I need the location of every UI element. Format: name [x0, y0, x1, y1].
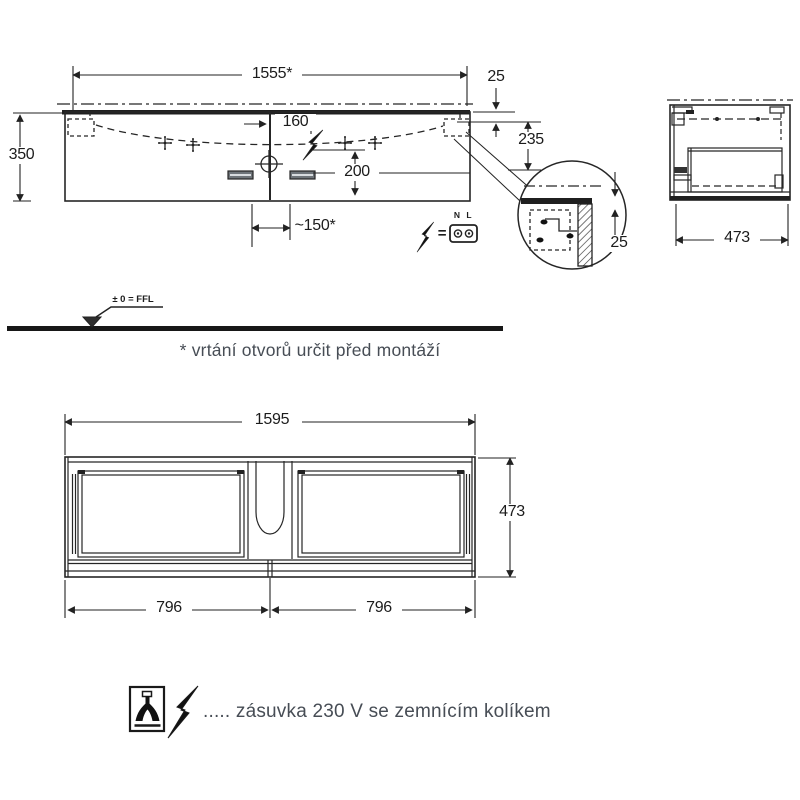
- dim-handle-spacing: ~150*: [294, 217, 336, 234]
- dim-outlet-offset: 160: [275, 114, 316, 131]
- terminal-n-label: N: [453, 210, 461, 220]
- mounting-cross-icon: [186, 138, 200, 152]
- plan-view: [65, 414, 516, 618]
- side-view: [667, 100, 793, 246]
- dim-outlet-drop: 200: [335, 164, 379, 181]
- level-triangle-icon: [83, 317, 101, 327]
- dim-plan-depth: 473: [490, 504, 534, 521]
- front-view: [57, 104, 473, 201]
- detail-circle: [518, 161, 626, 269]
- drain-symbol: [255, 150, 283, 178]
- ground-level-label: ± 0 = FFL: [112, 294, 154, 305]
- washbasin-section: [521, 198, 592, 204]
- drawer-right-outline: [298, 471, 464, 557]
- drawer-left-outline: [78, 471, 244, 557]
- dim-detail-gap: 25: [601, 235, 637, 252]
- socket-note: ..... zásuvka 230 V se zemnícím kolíkem: [203, 701, 551, 722]
- terminal-l-label: L: [466, 210, 472, 220]
- ground-line: [7, 326, 503, 331]
- dim-drawer-right: 796: [356, 600, 402, 617]
- dim-plan-width: 1595: [242, 412, 302, 429]
- mounting-cross-icon: [368, 136, 382, 150]
- socket-plug-icon: [135, 692, 161, 726]
- dim-top-gap: 25: [487, 68, 505, 85]
- drilling-note: * vrtání otvorů určit před montáží: [179, 340, 441, 360]
- ground-level: [7, 307, 503, 331]
- drawer-box: [688, 148, 782, 192]
- handle-right: [290, 171, 315, 179]
- lightning-icon: [417, 222, 434, 252]
- dim-front-height: 350: [2, 147, 41, 164]
- wall-bracket-left: [68, 112, 94, 136]
- mounting-cross-icon: [338, 136, 352, 150]
- wall-bracket-right: [444, 112, 469, 136]
- dim-side-depth: 473: [714, 230, 760, 247]
- dim-front-width: 1555*: [242, 66, 302, 83]
- wall-hatch: [578, 204, 592, 266]
- socket-legend: [130, 686, 198, 738]
- equals-sign: =: [437, 225, 447, 242]
- siphon-cutout: [256, 461, 284, 534]
- handle-left: [228, 171, 253, 179]
- dim-drawer-left: 796: [146, 600, 192, 617]
- lightning-icon: [168, 686, 198, 738]
- dim-bracket-depth: 235: [508, 132, 554, 149]
- lightning-icon: [303, 130, 323, 160]
- detail-circle-view: [518, 161, 626, 269]
